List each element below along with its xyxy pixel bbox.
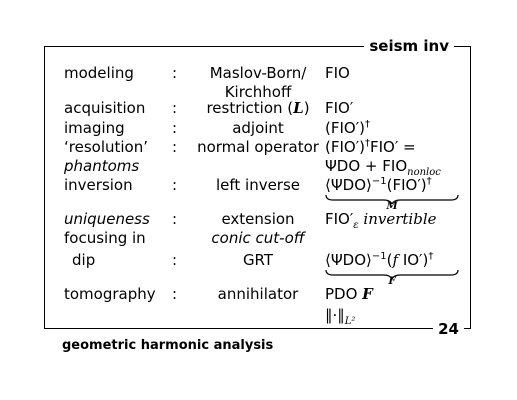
- operator-inversion: left inverse: [215, 176, 301, 194]
- term-uniqueness: uniqueness: [64, 210, 150, 228]
- math-dip: ⟨ΨDO⟩$^{-1}$(f IO′)†: [325, 251, 434, 269]
- term-acquisition: acquisition: [64, 99, 146, 117]
- term-dip: dip: [72, 251, 96, 269]
- term-resolution: ‘resolution’: [64, 138, 149, 156]
- term-inversion: inversion: [64, 176, 133, 194]
- math-inversion: ⟨ΨDO⟩$^{-1}$(FIO′)†: [325, 176, 432, 194]
- math-uniqueness: $FIO'_\varepsilon$ invertible: [325, 210, 437, 231]
- slide-footer: geometric harmonic analysis: [62, 338, 274, 353]
- operator-acquisition: restriction (L): [206, 99, 310, 117]
- operator-imaging: adjoint: [232, 119, 284, 137]
- brace-label-m: M: [386, 201, 398, 212]
- separator: :: [172, 64, 178, 82]
- separator: :: [172, 138, 178, 156]
- separator: :: [172, 285, 178, 303]
- operator-focusing: conic cut-off: [211, 229, 305, 247]
- operator-resolution: normal operator: [197, 138, 319, 156]
- math-resolution: (FIO′)†FIO′ =: [325, 138, 416, 156]
- math-imaging: (FIO′)†: [325, 119, 370, 137]
- separator: :: [172, 251, 178, 269]
- operator-uniqueness: extension: [221, 210, 295, 228]
- separator: :: [172, 119, 178, 137]
- math-norm: $‖\cdot‖_{L^2}$: [325, 306, 356, 327]
- term-phantoms: phantoms: [64, 157, 140, 175]
- math-phantoms: $\Psi DO + FIO_{nonloc}$: [325, 157, 441, 178]
- math-modeling: FIO: [325, 64, 350, 82]
- operator-modeling-line2: Kirchhoff: [224, 83, 292, 101]
- math-tomography: PDO F: [325, 285, 373, 303]
- page-number: 24: [433, 320, 464, 338]
- term-modeling: modeling: [64, 64, 134, 82]
- term-tomography: tomography: [64, 285, 156, 303]
- separator: :: [172, 176, 178, 194]
- operator-tomography: annihilator: [217, 285, 299, 303]
- brace-label-f: F: [388, 276, 396, 287]
- separator: :: [172, 210, 178, 228]
- term-focusing: focusing in: [64, 229, 146, 247]
- separator: :: [172, 99, 178, 117]
- slide-title: seism inv: [364, 37, 454, 55]
- operator-dip: GRT: [242, 251, 274, 269]
- term-imaging: imaging: [64, 119, 125, 137]
- operator-modeling: Maslov-Born/: [209, 64, 307, 82]
- math-acquisition: FIO′: [325, 99, 354, 117]
